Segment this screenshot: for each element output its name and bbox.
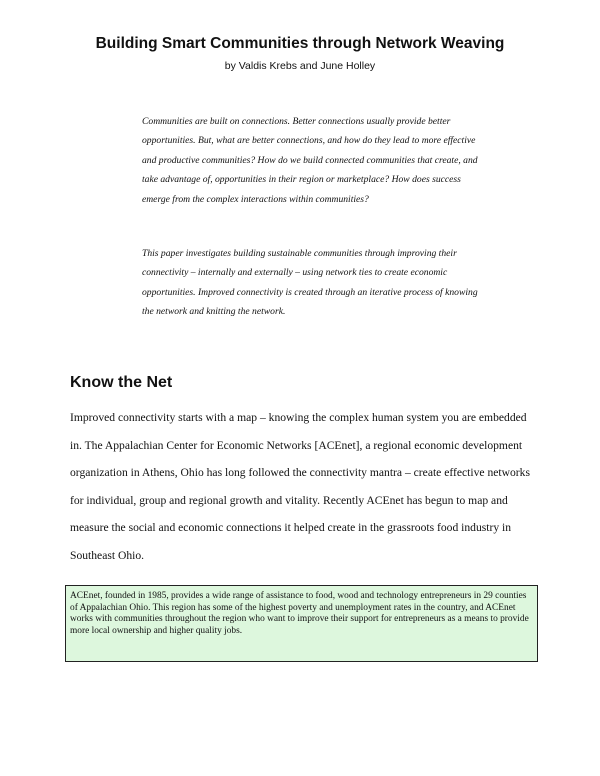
abstract-paragraph-1: Communities are built on connections. Better connections usually provide better opportunities. But, what are better connections, and how do they lead to more effective and productive communities? How do we build connected communities that create, and take advantage of, opportunities in their region or marketplace? How does success emerge from the complex interactions within communities? [142, 116, 478, 205]
section-heading: Know the Net [70, 374, 173, 391]
document-title: Building Smart Communities through Network Weaving [95, 35, 505, 52]
callout-text: ACEnet, founded in 1985, provides a wide range of assistance to food, wood and technology entrepreneurs in 29 counties of Appalachian Ohio. This region has some of the highest poverty and unemployment rates in the country, and ACEnet works with communities throughout the region who want to improve their support for entrepreneurs as a means to provide more local ownership and higher quality jobs. [70, 591, 529, 636]
author-line: by Valdis Krebs and June Holley [224, 60, 376, 72]
body-paragraph: Improved connectivity starts with a map – knowing the complex human system you are embedded in. The Appalachian Center for Economic Networks [ACEnet], a regional economic development organization in Athens, Ohio has long followed the connectivity mantra – create effective networks for individual, group and regional growth and vitality. Recently ACEnet has begun to map and measure the social and economic connections it helped create in the grassroots food industry in Southeast Ohio. [70, 411, 530, 562]
abstract-paragraph-2: This paper investigates building sustainable communities through improving their connectivity – internally and externally – using network ties to create economic opportunities. Improved connectivity is created through an iterative process of knowing the network and knitting the network. [142, 248, 478, 318]
callout-box [65, 585, 538, 662]
